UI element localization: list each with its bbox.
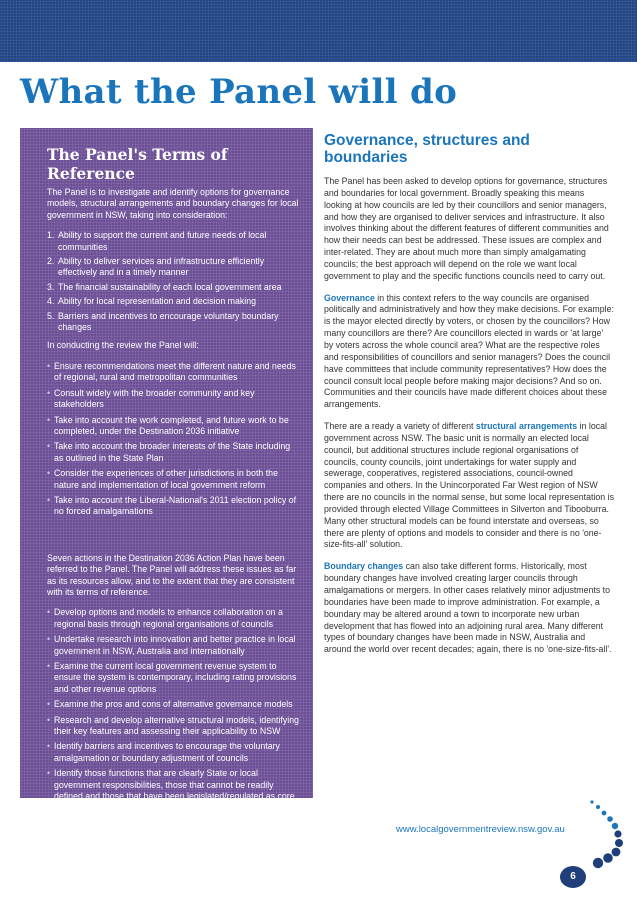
list-item: • Develop options and models to enhance collaboration on a regional basis through regional organisations of councils (47, 607, 283, 629)
list-item: • Consult widely with the broader community and key stakeholders (47, 387, 255, 410)
term-governance: Governance (324, 292, 375, 303)
page-title: What the Panel will do (20, 72, 458, 112)
section-heading: Governance, structures and boundaries (324, 132, 530, 166)
main-column (324, 132, 614, 666)
website-link[interactable]: www.localgovernmentreview.nsw.gov.au (396, 824, 565, 835)
sidebar-heading: The Panel's Terms of Reference (47, 145, 228, 183)
term-boundary-changes: Boundary changes (324, 561, 404, 572)
terms-of-reference-panel (20, 128, 313, 813)
actions-intro: Seven actions in the Destination 2036 Action Plan have been referred to the Panel. The Panel will address these issues as far as its resources allow, and to the extent that they are consistent with its terms of reference. (47, 552, 297, 597)
review-list (47, 361, 299, 518)
list-item: • Research and develop alternative structural models, identifying their key features and assessing their applicability to NSW (47, 714, 299, 737)
list-item: 5. Barriers and incentives to encourage voluntary boundary changes (47, 310, 279, 333)
paragraph-structures: There are a ready a variety of different structural arrangements in local government across NSW. The basic unit is normally an elected local council, but additional structures include regional organisations of councils, county councils, joint undertakings for water supply and sewerage, cooperatives, registered associations, council-owned companies and others. In the Unincorporated Far West region of NSW there are no councils in the normal sense, but some local representation is provided through elected Village Committees in Silverton and Tibooburra. Many other structural models can be found interstate and overseas, so there are plenty of options and models to consider and there is no 'one-size-fits-all' solution. (324, 421, 614, 550)
review-intro: In conducting the review the Panel will: (47, 340, 199, 351)
list-item: • Ensure recommendations meet the different nature and needs of regional, rural and metropolitan communities (47, 360, 296, 383)
list-item: • Take into account the broader interests of the State including as outlined in the State Plan (47, 441, 291, 463)
paragraph-boundaries: Boundary changes can also take different forms. Historically, most boundary changes have involved creating larger councils through amalgamations or mergers. In other cases relatively minor adjustments to boundaries have been made to improve administration. For example, a boundary may be altered around a town to incorporate new urban development that has flowed into an adjoining rural area. Many different types of boundary changes have been made in NSW, Australia and around the world over recent decades; again, there is no 'one-size-fits-all'. (324, 561, 612, 655)
list-item: • Identify those functions that are clearly State or local government responsibilities, those that cannot be readily defined and those that have been legislated/regulated as core functions (47, 768, 295, 813)
paragraph-governance: Governance in this context refers to the way councils are organised politically and administratively and how they make decisions. For example: is the mayor elected directly by voters, or chosen by the councillors? How many councillors are there? Are councillors elected in wards or 'at large' by voters across the whole council area? What are the respective roles and responsibilities of councillors and senior managers? Does the council have committees that include community representatives? How does the council consult local people before making major decisions? And so on. Communities and their councils have made different choices about these arrangements. (324, 292, 614, 410)
list-item: 2. Ability to deliver services and infrastructure efficiently effectively and in a timely manner (47, 256, 265, 278)
list-item: • Identify barriers and incentives to encourage the voluntary amalgamation or boundary adjustment of councils (47, 741, 280, 763)
list-item: • Examine the current local government revenue system to ensure the system is contemporary, including rating provisions and other revenue options (47, 661, 297, 694)
paragraph-intro: The Panel has been asked to develop options for governance, structures and boundaries for local government. Broadly speaking this means looking at how councils are led by their councillors and senior managers, and how they are organised to deliver services and infrastructure. It also involves thinking about the different features of different communities and how their needs can best be addressed. These issues are complex and inter-related. They are about much more than simply amalgamating councils; the best approach will depend on the role we want local government to play and the specific functions councils need to carry out. (324, 176, 609, 281)
page-number: 6 (560, 866, 586, 888)
list-item: • Take into account the work completed, and future work to be completed, under the Destination 2036 initiative (47, 414, 289, 436)
list-item: • Undertake research into innovation and better practice in local government in NSW, Australia and internationally (47, 634, 296, 656)
list-item: • Take into account the Liberal-National's 2011 election policy of no forced amalgamations (47, 494, 297, 517)
header-band (0, 0, 637, 62)
sidebar-intro: The Panel is to investigate and identify options for governance models, structural arrangements and boundary changes for local government in NSW, taking into consideration: (47, 187, 299, 220)
list-item: 4. Ability for local representation and decision making (47, 296, 257, 307)
numbered-list (47, 230, 299, 333)
list-item: • Examine the pros and cons of alternative governance models (47, 699, 293, 710)
term-structural-arrangements: structural arrangements (475, 421, 578, 432)
list-item: 1. Ability to support the current and future needs of local communities (47, 230, 267, 252)
actions-list (47, 607, 299, 814)
list-item: • Consider the experiences of other jurisdictions in both the nature and implementation of local government reform (47, 468, 278, 490)
list-item: 3. The financial sustainability of each local government area (47, 281, 282, 292)
